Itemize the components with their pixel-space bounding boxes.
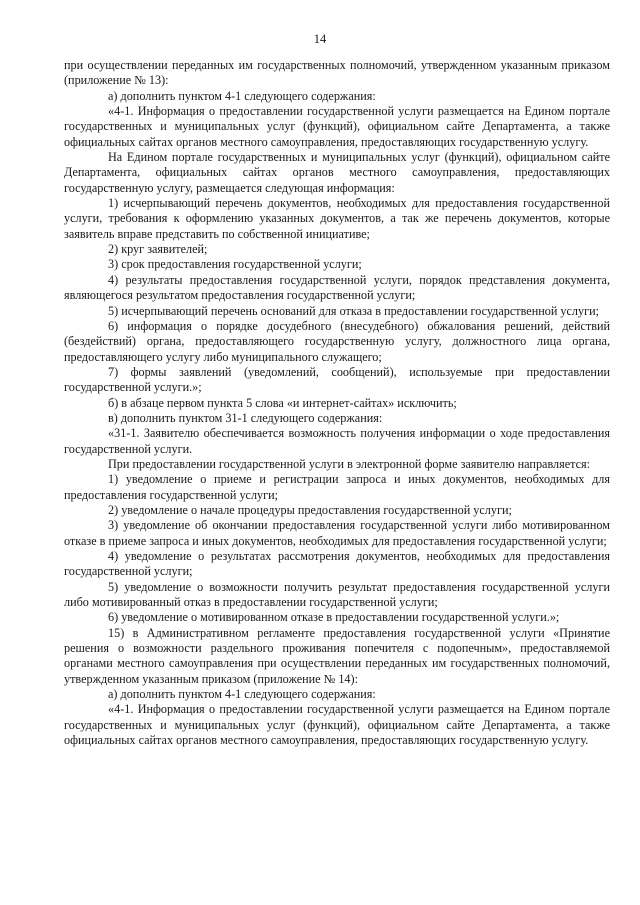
notice-item-4: 4) уведомление о результатах рассмотрения документов, необходимых для предоставления государственной услуги; bbox=[64, 549, 610, 579]
paragraph-point-4-1-second: «4-1. Информация о предоставлении государственной услуги размещается на Едином портале государственных и муниципальных услуг (функций), официальном сайте Департамента, а также официальных сайтах органов местного самоуправления, предоставляющих государственную услугу. bbox=[64, 702, 610, 748]
notice-item-5: 5) уведомление о возможности получить результат предоставления государственной услуги либо мотивированный отказ в предоставлении государственной услуги; bbox=[64, 579, 610, 610]
paragraph-item-15: 15) в Административном регламенте предоставления государственной услуги «Принятие решения о возможности раздельного проживания попечителя с подопечным», предоставляемой органами местного самоуправления при осуществлении переданных им государственных полномочий, утвержденном указанным приказом (приложение № 14): bbox=[64, 625, 610, 686]
list-item-6: 6) информация о порядке досудебного (внесудебного) обжалования решений, действий (бездействий) органа, предоставляющего государственную услугу, должностного лица органа, предоставляющего услугу либо муниципального служащего; bbox=[64, 318, 610, 364]
notice-item-2: 2) уведомление о начале процедуры предоставления государственной услуги; bbox=[108, 502, 512, 517]
paragraph-item-a-second: а) дополнить пунктом 4-1 следующего содержания: bbox=[108, 687, 376, 702]
list-item-3: 3) срок предоставления государственной услуги; bbox=[108, 257, 362, 272]
paragraph-item-b: б) в абзаце первом пункта 5 слова «и интернет-сайтах» исключить; bbox=[108, 395, 457, 410]
paragraph-item-a: а) дополнить пунктом 4-1 следующего содержания: bbox=[108, 88, 376, 103]
notice-item-1: 1) уведомление о приеме и регистрации запроса и иных документов, необходимых для предоставления государственной услуги; bbox=[64, 472, 610, 502]
list-item-4: 4) результаты предоставления государственной услуги, порядок представления документа, являющегося результатом предоставления государственной услуги; bbox=[64, 272, 610, 303]
list-item-5: 5) исчерпывающий перечень оснований для отказа в предоставлении государственной услуги; bbox=[108, 303, 600, 318]
paragraph-electronic-form: При предоставлении государственной услуги в электронной форме заявителю направляется: bbox=[108, 456, 591, 471]
paragraph-intro-continuation: при осуществлении переданных им государственных полномочий, утвержденном указанным приказом (приложение № 13): bbox=[64, 58, 610, 88]
paragraph-point-4-1: «4-1. Информация о предоставлении государственной услуги размещается на Едином портале государственных и муниципальных услуг (функций), официальном сайте Департамента, а также официальных сайтах органов местного самоуправления, предоставляющих государственную услугу. bbox=[64, 104, 610, 149]
notice-item-3: 3) уведомление об окончании предоставления государственной услуги либо мотивированном отказе в приеме запроса и иных документов, необходимых для предоставления государственной услуги; bbox=[64, 518, 610, 548]
paragraph-point-31-1: «31-1. Заявителю обеспечивается возможность получения информации о ходе предоставления государственной услуги. bbox=[64, 426, 610, 456]
paragraph-portal-info: На Едином портале государственных и муниципальных услуг (функций), официальном сайте Департамента, официальных сайтах органов местного самоуправления, предоставляющих государственную услугу, размещается следующая информация: bbox=[64, 150, 610, 195]
page-number: 14 bbox=[313, 32, 327, 46]
list-item-2: 2) круг заявителей; bbox=[108, 242, 208, 257]
list-item-7: 7) формы заявлений (уведомлений, сообщений), используемые при предоставлении государственной услуги.»; bbox=[64, 364, 610, 395]
document-body bbox=[64, 58, 610, 748]
list-item-1: 1) исчерпывающий перечень документов, необходимых для предоставления государственной услуги, требования к оформлению указанных документов, а так же перечень документов, которые заявитель вправе представить по собственной инициативе; bbox=[64, 196, 610, 241]
notice-item-6: 6) уведомление о мотивированном отказе в предоставлении государственной услуги.»; bbox=[108, 610, 560, 625]
paragraph-item-v: в) дополнить пунктом 31-1 следующего содержания: bbox=[108, 410, 383, 425]
